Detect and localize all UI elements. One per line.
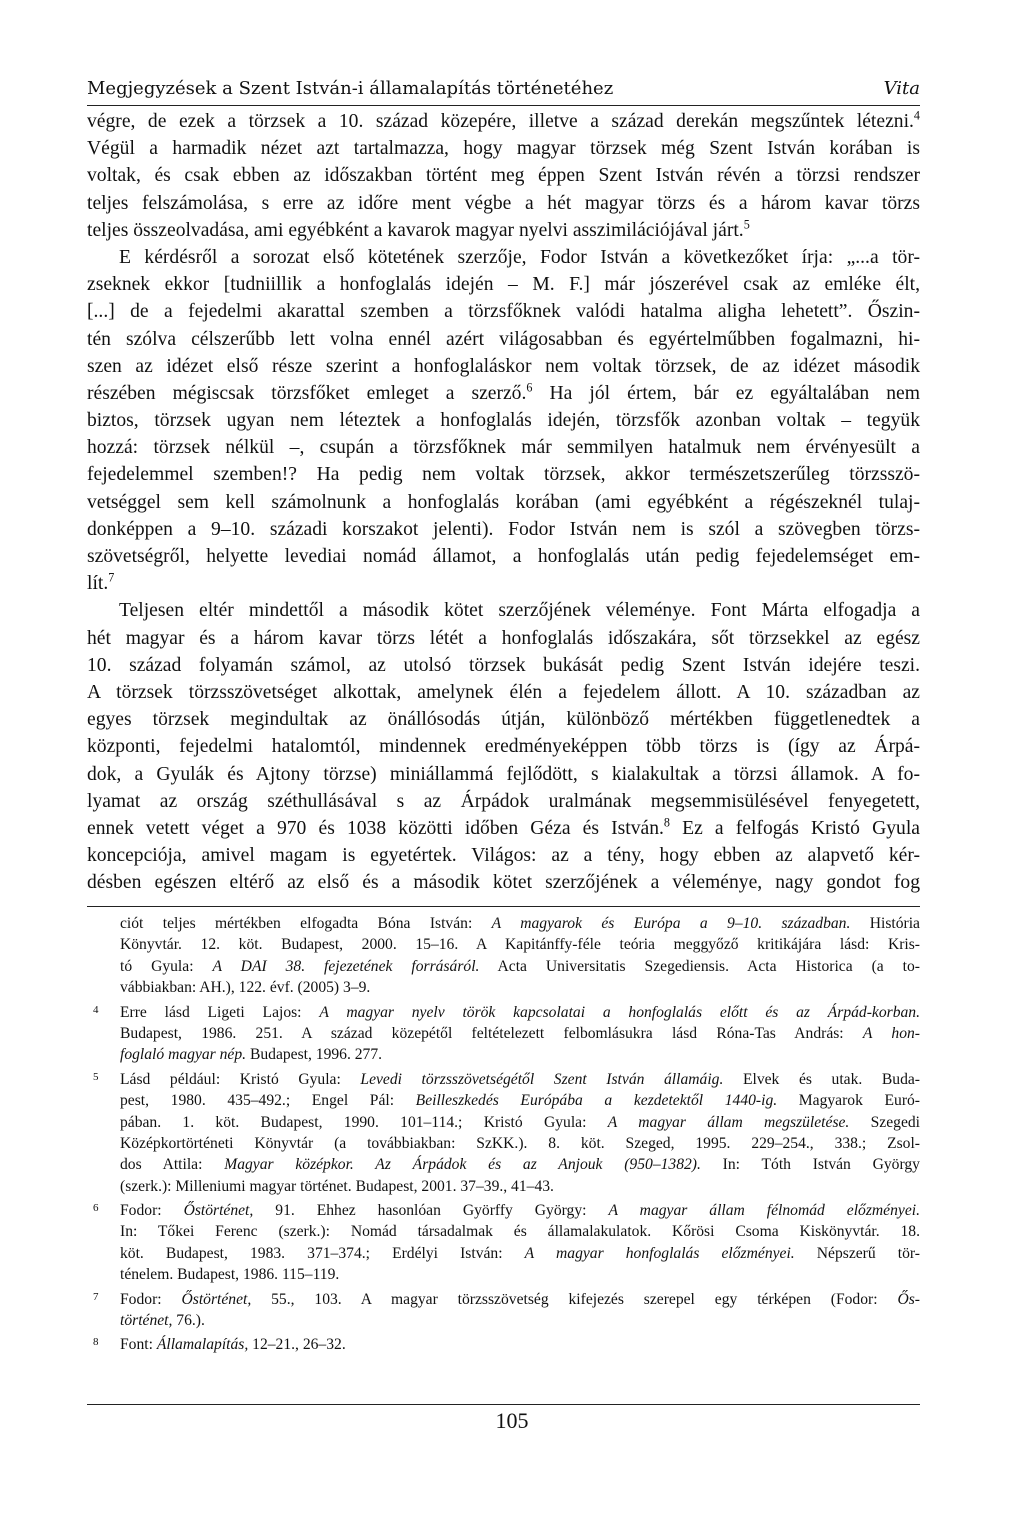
body-line: szövetségről, helyette levediai nomád államot, a honfoglalás után pedig fejedelemséget em- — [87, 546, 920, 567]
body-line: részében mégiscsak törzsfőket emleget a szerző.$^6$ Ha jól értem, bár ez egyáltalában nem — [87, 380, 920, 404]
footnotes — [87, 913, 920, 1359]
footer-rule — [87, 1404, 920, 1405]
body-line: A törzsek törzsszövetséget alkottak, amelynek élén a fejedelem állott. A 10. században az — [87, 681, 920, 703]
footnote-4: 4 Erre lásd Ligeti Lajos: A magyar nyelv török kapcsolatai a honfoglalás előtt és az Árpád-korban. Budapest, 1986. 251. A század közepétől feltételezett felbomlásukra lásd Róna-Tas András: A hon- foglaló magyar nép. Budapest, 1996. 277. — [93, 1003, 920, 1064]
body-line: fejedelemmel szemben!? Ha pedig nem voltak törzsek, akkor természetszerűleg törzsszö- — [87, 464, 920, 486]
footnote-continued: ciót teljes mértékben elfogadta Bóna István: A magyarok és Európa a 9–10. században. História Könyvtár. 12. köt. Budapest, 2000. 15–16. A Kapitánffy-féle teória meggyőző kritikájára lásd: Kris- tó Gyula: A DAI 38. fejezetének forrásáról. Acta Universitatis Szegediensis. Acta Historica (a to- vábbiakban: AH.), 122. évf. (2005) 3–9. — [120, 915, 920, 997]
footnote-number: 5 — [93, 1070, 99, 1083]
body-line: Teljesen eltér mindettől a második kötet szerzőjének véleménye. Font Márta elfogadja a — [119, 600, 920, 622]
running-head-title: Megjegyzések a Szent István-i államalapítás történetéhez — [87, 78, 614, 99]
body-line: désben egészen eltérő az első és a második kötet szerzőjének a véleménye, nagy gondot fog — [87, 872, 920, 894]
body-line: Végül a harmadik nézet azt tartalmazza, hogy magyar törzsek még Szent István korában is — [87, 138, 920, 160]
footnote-ref[interactable]: 5 — [743, 217, 750, 232]
footnote-7: 7 Fodor: Őstörténet, 55., 103. A magyar törzsszövetség kifejezés szerepel egy térképen (Fodor: Ős- történet, 76.). — [93, 1290, 920, 1330]
body-line: teljes összeolvadása, ami egyébként a kavarok magyar nyelvi asszimilációjával járt.$^5$ — [87, 217, 750, 241]
body-line: donképpen a 9–10. századi korszakot jelenti). Fodor István nem is szól a szövegben törzs- — [87, 518, 920, 540]
footnote-8: 8 Font: Államalapítás, 12–21., 26–32. — [93, 1336, 346, 1354]
body-line: [...] de a fejedelmi akarattal szemben a törzsfőknek valódi hatalma aligha lehetett”. Őszin- — [87, 301, 920, 323]
body-line: 10. század folyamán számol, az utolsó törzsek bukását pedig Szent István idejére teszi. — [87, 654, 920, 676]
body-line: koncepciója, amivel magam is egyetértek. Világos: az a tény, hogy ebben az alapvető kér- — [87, 845, 920, 867]
footnote-ref[interactable]: 7 — [108, 570, 115, 585]
body-line: végre, de ezek a törzsek a 10. század közepére, illetve a század derekán megszűntek létezni.$^4$ — [87, 108, 920, 132]
header-rule — [87, 105, 920, 106]
body-line: vetséggel sem kell számolnunk a honfoglalás korában (ami egyébként a régészeknél tulaj- — [87, 491, 920, 513]
body-line: dok, a Gyulák és Ajtony törzse) miniállammá fejlődött, s kialakultak a törzsi államok. A fo- — [87, 763, 920, 785]
footnote-ref[interactable]: 8 — [663, 815, 670, 830]
body-line: hét magyar és a három kavar törzs létét a honfoglalás időszakára, sőt törzsekkel az egész — [87, 627, 920, 649]
footnote-rule — [87, 906, 920, 907]
body-line: lít.$^7$ — [87, 570, 115, 595]
footnote-6: 6 Fodor: Őstörténet, 91. Ehhez hasonlóan Györffy György: A magyar állam félnomád előzményei. In: Tőkei Ferenc (szerk.): Nomád társadalmak és államalakulatok. Kőrösi Csoma Kiskönyvtár. 18. köt. Budapest, 1983. 371–374.; Erdélyi István: A magyar honfoglalás előzményei. Népszerű tör- ténelem. Budapest, 1986. 115–119. — [93, 1202, 920, 1284]
body-line: tén szólva célszerűbb lett volna ennél azért világosabban és egyértelműbben fogalmazni, hi- — [87, 328, 920, 350]
running-head — [87, 78, 920, 99]
body-line: voltak, és csak ebben az időszakban történt meg éppen Szent István révén a törzsi rendszer — [87, 165, 920, 187]
body-text — [87, 108, 920, 896]
footnote-ref[interactable]: 4 — [913, 108, 920, 123]
body-line: hozzá: törzsek nélkül –, csupán a törzsfőknek már semmilyen hatalmuk nem érvényesült a — [87, 437, 920, 459]
running-head-section: Vita — [883, 78, 920, 99]
body-line: egyes törzsek megindultak az önállósodás útján, különböző mértékben függetlenedtek a — [87, 709, 920, 731]
page-number: 105 — [495, 1408, 529, 1433]
body-line: központi, fejedelmi hatalomtól, mindennek eredményeképpen több törzs is (így az Árpá- — [87, 736, 920, 758]
footnote-number: 7 — [93, 1290, 99, 1303]
body-line: szen az idézet első része szerint a honfoglaláskor nem voltak törzsek, de az idézet második — [87, 355, 920, 377]
footnote-ref[interactable]: 6 — [526, 380, 533, 395]
body-line: lyamat az ország széthullásával s az Árpádok uralmának megsemmisülésével fenyegetett, — [87, 790, 920, 812]
footnote-number: 4 — [93, 1003, 99, 1016]
body-line: teljes felszámolása, s erre az időre ment végbe a hét magyar törzs és a három kavar törzs — [87, 192, 920, 214]
body-line: zseknek ekkor [tudniillik a honfoglalás idején – M. F.] már jószerével csak az emléke élt, — [87, 274, 920, 296]
footnote-5: 5 Lásd például: Kristó Gyula: Levedi törzsszövetségétől Szent István államáig. Elvek és utak. Buda- pest, 1980. 435–492.; Engel Pál: Beilleszkedés Európába a kezdetektől 1440-ig. Magyarok Euró- pában. 1. köt. Budapest, 1990. 101–114.; Kristó Gyula: A magyar állam megszületése. Szegedi Középkortörténeti Könyvtár (a továbbiakban: SzKK.). 8. köt. Szeged, 1995. 229–254., 338.; Zsol- dos Attila: Magyar középkor. Az Árpádok és az Anjouk (950–1382). In: Tóth István György (szerk.): Milleniumi magyar történet. Budapest, 2001. 37–39., 41–43. — [93, 1070, 920, 1195]
body-line: biztos, törzsek ugyan nem léteztek a honfoglalás idején, törzsfők azonban voltak – tegyük — [87, 410, 920, 432]
footnote-number: 8 — [93, 1336, 99, 1349]
body-line: E kérdésről a sorozat első kötetének szerzője, Fodor István a következőket írja: „...a tör- — [119, 246, 920, 268]
body-line: ennek vetett véget a 970 és 1038 közötti időben Géza és István.$^8$ Ez a felfogás Kristó Gyula — [87, 815, 920, 839]
footnote-number: 6 — [93, 1202, 99, 1215]
